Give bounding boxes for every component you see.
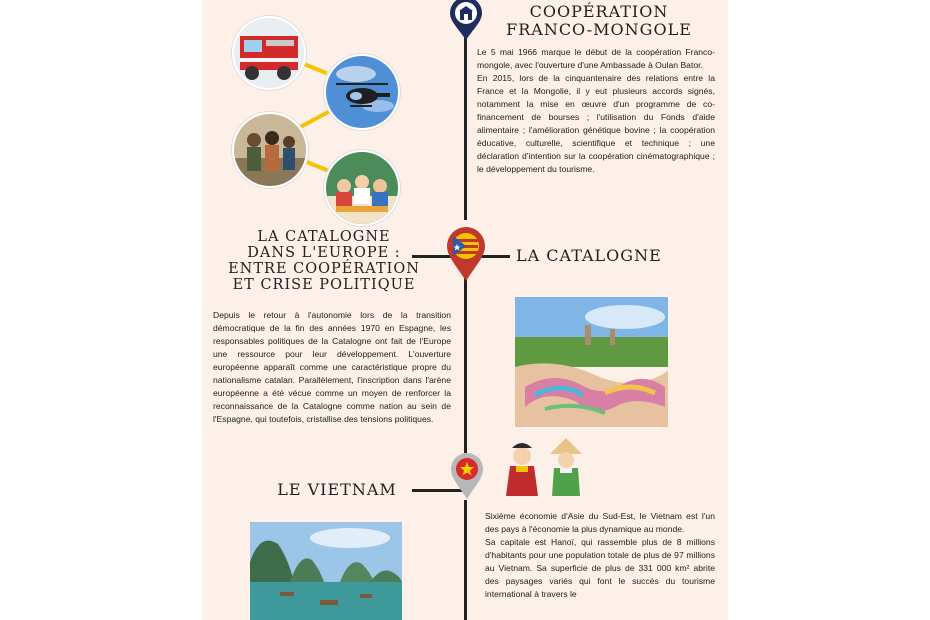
helicopter-photo	[324, 54, 400, 130]
catalogne-heading-line2: DANS L'EUROPE :	[247, 245, 401, 261]
mongolie-paragraph-1: Le 5 mai 1966 marque le début de la coopération Franco-mongole, avec l'ouverture d'une Ambassade à Oulan Bator.	[477, 47, 715, 70]
catalogne-pin	[446, 226, 486, 287]
mongolie-pin	[449, 0, 483, 46]
vietnam-pin	[450, 452, 484, 505]
catalogne-heading-line1: LA CATALOGNE	[257, 229, 391, 245]
vietnam-text	[485, 510, 715, 601]
vietnam-star-icon	[456, 458, 478, 480]
catalan-flag-icon	[453, 233, 479, 259]
timeline-line-middle	[464, 278, 467, 453]
students-photo	[232, 112, 308, 188]
catalogne-text	[213, 309, 451, 426]
ha-long-bay-photo	[250, 522, 402, 620]
vietnam-label: LE VIETNAM	[277, 480, 397, 499]
timeline-line-top	[464, 30, 467, 220]
children-classroom-photo	[324, 150, 400, 226]
park-guell-photo	[515, 297, 668, 427]
mongolie-text	[477, 46, 715, 176]
mongolie-paragraph-2: En 2015, lors de la cinquantenaire des relations entre la France et la Mongolie, il y eut plusieurs accords signés, notamment la mise en œuvre d'un programme de co-financement de bourses ; l'utilisation du Fonds d'aide alimentaire ; l'amélioration génétique bovine ; la coopération éducative, culturelle, scientifique et technique ; une déclaration d'intention sur la coopération cinématographique ; le développement du tourisme.	[477, 73, 715, 174]
catalogne-heading-line4: ET CRISE POLITIQUE	[232, 277, 416, 293]
catalogne-label: LA CATALOGNE	[516, 246, 662, 265]
catalogne-heading-line3: ENTRE COOPÉRATION	[228, 261, 420, 277]
vietnam-paragraph-1: Sixième économie d'Asie du Sud-Est, le Vietnam est l'un des pays à l'économie la plus dynamique au monde.	[485, 511, 715, 534]
fire-truck-photo	[232, 16, 306, 90]
catalogne-paragraph-1: Depuis le retour à l'autonomie lors de la transition démocratique de la fin des années 1970 en Espagne, les responsables politiques de la Catalogne ont fait de l'Europe une ressource pour leur développement. L'ouverture européenne apparaît comme une caractéristique propre du nationalisme catalan. Parallèlement, l'inscription dans l'arène européenne a été vécue comme un moyen de renforcer la reconnaissance de la Catalogne comme nation au sein de l'Espagne, qui toutefois, cristallise des tensions politiques.	[213, 310, 451, 424]
mongolie-title-line2: FRANCO-MONGOLE	[506, 20, 692, 39]
timeline-line-bottom	[464, 500, 467, 620]
mongolie-title-line1: COOPÉRATION	[529, 2, 669, 21]
catalogne-heading	[222, 229, 426, 293]
mongolie-title	[494, 4, 704, 38]
vietnam-paragraph-2: Sa capitale est Hanoï, qui rassemble plus de 8 millions d'habitants pour une population totale de plus de 97 millions au Vietnam. Sa superficie de plus de 331 000 km² abrite des paysages variés qui font le succès du tourisme international à travers le	[485, 537, 715, 599]
vietnamese-figures-illustration	[498, 436, 590, 502]
infographic-page	[202, 0, 728, 620]
